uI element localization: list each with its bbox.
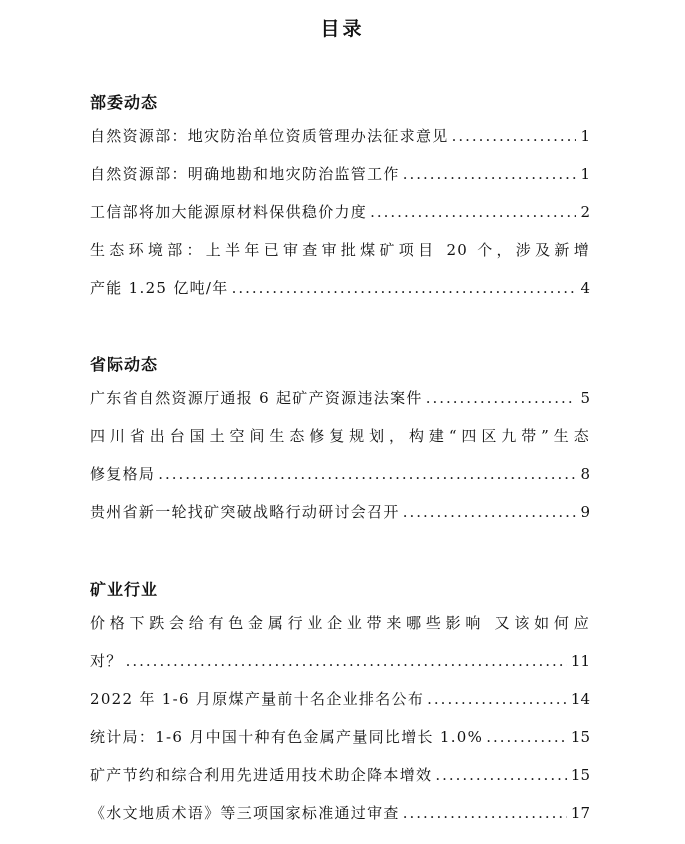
dot-leader <box>370 197 576 227</box>
toc-entry[interactable] <box>90 722 590 760</box>
page-number: 9 <box>580 503 590 521</box>
toc-line <box>90 383 590 421</box>
section-heading: 矿业行业 <box>90 580 159 599</box>
page-number: 1 <box>580 127 590 145</box>
toc-entry[interactable] <box>90 235 590 311</box>
page-number: 8 <box>580 465 590 483</box>
toc-entry-title: 贵州省新一轮找矿突破战略行动研讨会召开 <box>90 503 400 521</box>
page-number: 4 <box>580 279 590 297</box>
toc-entry[interactable] <box>90 383 590 421</box>
toc-line <box>90 722 590 760</box>
toc-entry-title: 统计局：1-6 月中国十种有色金属产量同比增长 1.0% <box>90 728 484 746</box>
toc-entry-title-continued: 产能 1.25 亿吨/年 <box>90 279 229 297</box>
toc-entry-title-continued: 对？ <box>90 652 123 670</box>
page-title: 目录 <box>320 18 365 40</box>
toc-entry-title: 矿产节约和综合利用先进适用技术助企降本增效 <box>90 766 433 784</box>
toc-entry[interactable] <box>90 798 590 836</box>
toc-entry[interactable] <box>90 421 590 497</box>
page-number: 5 <box>580 389 590 407</box>
dot-leader <box>452 121 576 151</box>
toc-entry-title-line: 生态环境部：上半年已审查审批煤矿项目 20 个，涉及新增 <box>90 241 590 259</box>
section-ministry-news <box>90 92 590 311</box>
section-provincial-news <box>90 354 590 535</box>
toc-entry-title: 工信部将加大能源原材料保供稳价力度 <box>90 203 368 221</box>
toc-entry[interactable] <box>90 760 590 798</box>
toc-entry[interactable] <box>90 497 590 535</box>
toc-entry-title-line: 价格下跌会给有色金属行业企业带来哪些影响 又该如何应 <box>90 614 590 632</box>
toc-line <box>90 760 590 798</box>
dot-leader <box>126 646 567 676</box>
toc-entry-title: 自然资源部：地灾防治单位资质管理办法征求意见 <box>90 127 449 145</box>
toc-entry-title-continued: 修复格局 <box>90 465 156 483</box>
toc-entry[interactable] <box>90 197 590 235</box>
toc-entry[interactable] <box>90 684 590 722</box>
toc-line <box>90 159 590 197</box>
toc-entry-title: 2022 年 1-6 月原煤产量前十名企业排名公布 <box>90 690 425 708</box>
page-number: 17 <box>570 804 590 822</box>
page-number: 1 <box>580 165 590 183</box>
dot-leader <box>403 159 576 189</box>
dot-leader <box>426 383 576 413</box>
dot-leader <box>403 497 576 527</box>
toc-entry[interactable] <box>90 608 590 684</box>
toc-entry-title: 《水文地质术语》等三项国家标准通过审查 <box>90 804 400 822</box>
section-mining-industry <box>90 579 590 836</box>
page-number: 15 <box>570 766 590 784</box>
dot-leader <box>427 684 567 714</box>
section-heading: 部委动态 <box>90 93 159 112</box>
toc-line <box>90 273 590 311</box>
toc-line <box>90 646 590 684</box>
dot-leader <box>232 273 576 303</box>
page-number: 14 <box>570 690 590 708</box>
dot-leader <box>158 459 576 489</box>
toc-line <box>90 121 590 159</box>
section-heading: 省际动态 <box>90 355 159 374</box>
toc-entry-title-line: 四川省出台国土空间生态修复规划，构建“四区九带”生态 <box>90 427 590 445</box>
toc-line <box>90 197 590 235</box>
dot-leader <box>403 798 567 828</box>
toc-line <box>90 798 590 836</box>
dot-leader <box>486 722 567 752</box>
page-number: 2 <box>580 203 590 221</box>
toc-entry[interactable] <box>90 121 590 159</box>
toc-entry-title: 广东省自然资源厅通报 6 起矿产资源违法案件 <box>90 389 423 407</box>
toc-line <box>90 684 590 722</box>
toc-entry[interactable] <box>90 159 590 197</box>
toc-line <box>90 459 590 497</box>
page-number: 11 <box>570 652 590 670</box>
toc-entry-title: 自然资源部：明确地勘和地灾防治监管工作 <box>90 165 400 183</box>
dot-leader <box>435 760 567 790</box>
page-number: 15 <box>570 728 590 746</box>
toc-line <box>90 497 590 535</box>
